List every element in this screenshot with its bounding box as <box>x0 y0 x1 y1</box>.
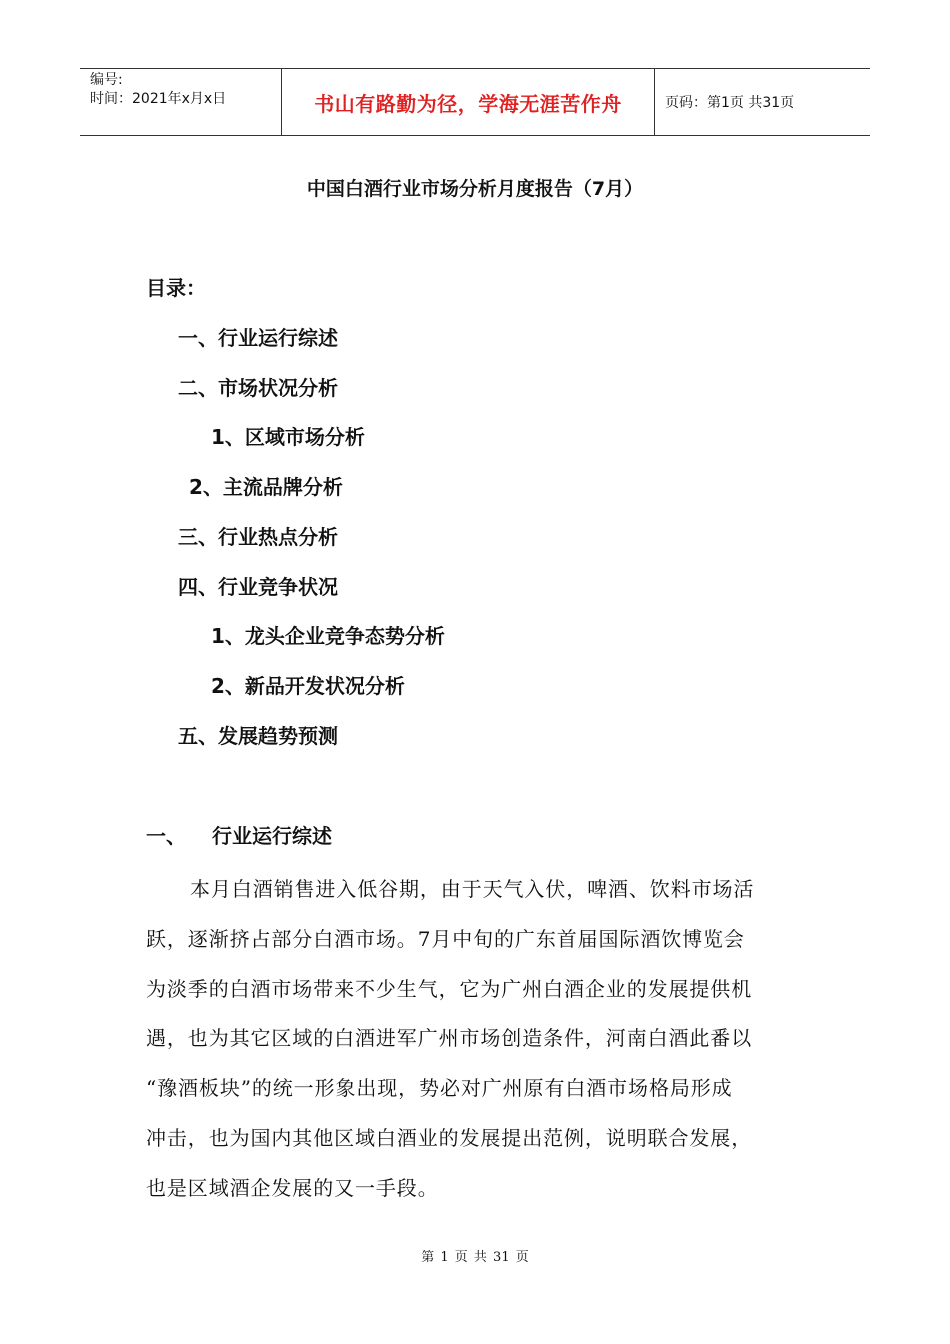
header-motto: 书山有路勤为径，学海无涯苦作舟 <box>282 69 655 135</box>
section-number: 一、 <box>146 824 186 848</box>
toc-item-4-1: 1、龙头企业竞争态势分析 <box>211 624 445 648</box>
toc-item-1: 一、行业运行综述 <box>178 326 338 350</box>
body-line-7: 也是区域酒企发展的又一手段。 <box>146 1175 439 1200</box>
header-page-info: 页码：第1页 共31页 <box>665 95 795 111</box>
body-line-2: 跃，逐渐挤占部分白酒市场。7月中旬的广东首届国际酒饮博览会 <box>146 926 745 951</box>
toc-item-4: 四、行业竞争状况 <box>178 575 338 599</box>
section-body <box>146 865 818 1214</box>
section-title: 行业运行综述 <box>212 824 332 848</box>
header-meta-cell <box>80 69 282 135</box>
section-heading <box>146 820 332 849</box>
report-title: 中国白酒行业市场分析月度报告（7月） <box>306 178 644 200</box>
toc-item-5: 五、发展趋势预测 <box>178 724 338 748</box>
toc-item-2-2: 2、主流品牌分析 <box>189 475 343 499</box>
serial-label: 编号: <box>90 72 123 88</box>
time-label: 时间：2021年x月x日 <box>90 91 227 107</box>
toc-item-2: 二、市场状况分析 <box>178 376 338 400</box>
toc-item-4-2: 2、新品开发状况分析 <box>211 674 405 698</box>
body-line-4: 遇，也为其它区域的白酒进军广州市场创造条件，河南白酒此番以 <box>146 1026 753 1051</box>
document-header <box>80 68 870 136</box>
toc-item-3: 三、行业热点分析 <box>178 525 338 549</box>
body-line-5: “豫酒板块”的统一形象出现，势必对广州原有白酒市场格局形成 <box>146 1076 733 1101</box>
toc-heading: 目录： <box>146 276 206 300</box>
body-line-3: 为淡季的白酒市场带来不少生气，它为广州白酒企业的发展提供机 <box>146 976 753 1001</box>
body-line-6: 冲击，也为国内其他区域白酒业的发展提出范例，说明联合发展， <box>146 1125 753 1150</box>
page-footer: 第 1 页 共 31 页 <box>421 1250 529 1265</box>
toc-item-2-1: 1、区域市场分析 <box>211 425 365 449</box>
body-line-1: 本月白酒销售进入低谷期，由于天气入伏，啤酒、饮料市场活 <box>190 877 755 901</box>
